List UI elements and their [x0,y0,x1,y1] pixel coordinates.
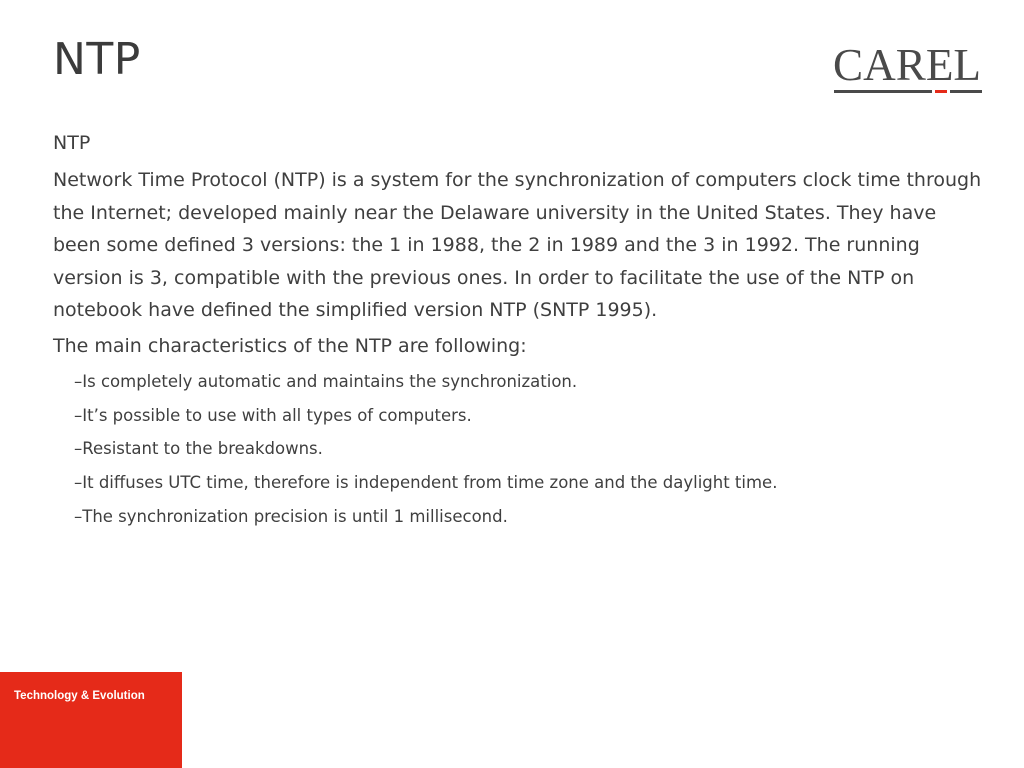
brand-tagline: Technology & Evolution [14,690,145,702]
list-item: –Resistant to the breakdowns. [74,439,323,459]
list-item: –It diffuses UTC time, therefore is independent from time zone and the daylight time. [74,473,778,493]
list-item: –The synchronization precision is until 1 millisecond. [74,506,508,526]
list-item: –It’s possible to use with all types of computers. [74,405,472,425]
logo-wordmark: CAREL [833,40,981,90]
slide-body [53,128,988,533]
section-subheading: NTP [53,132,91,154]
characteristics-intro: The main characteristics of the NTP are following: [53,334,527,357]
characteristics-list [53,365,988,534]
ntp-description: Network Time Protocol (NTP) is a system for the synchronization of computers clock time through the Internet; developed mainly near the Delaware university in the United States. They have been some defined 3 versions: the 1 in 1988, the 2 in 1989 and the 3 in 1992. The running version is 3, compatible with the previous ones. In order to facilitate the use of the NTP on notebook have defined the simplified version NTP (SNTP 1995). [53,169,982,322]
brand-footer-box [0,672,182,768]
carel-logo [832,40,984,98]
slide-title: NTP [53,34,141,85]
list-item: –Is completely automatic and maintains the synchronization. [74,371,578,391]
